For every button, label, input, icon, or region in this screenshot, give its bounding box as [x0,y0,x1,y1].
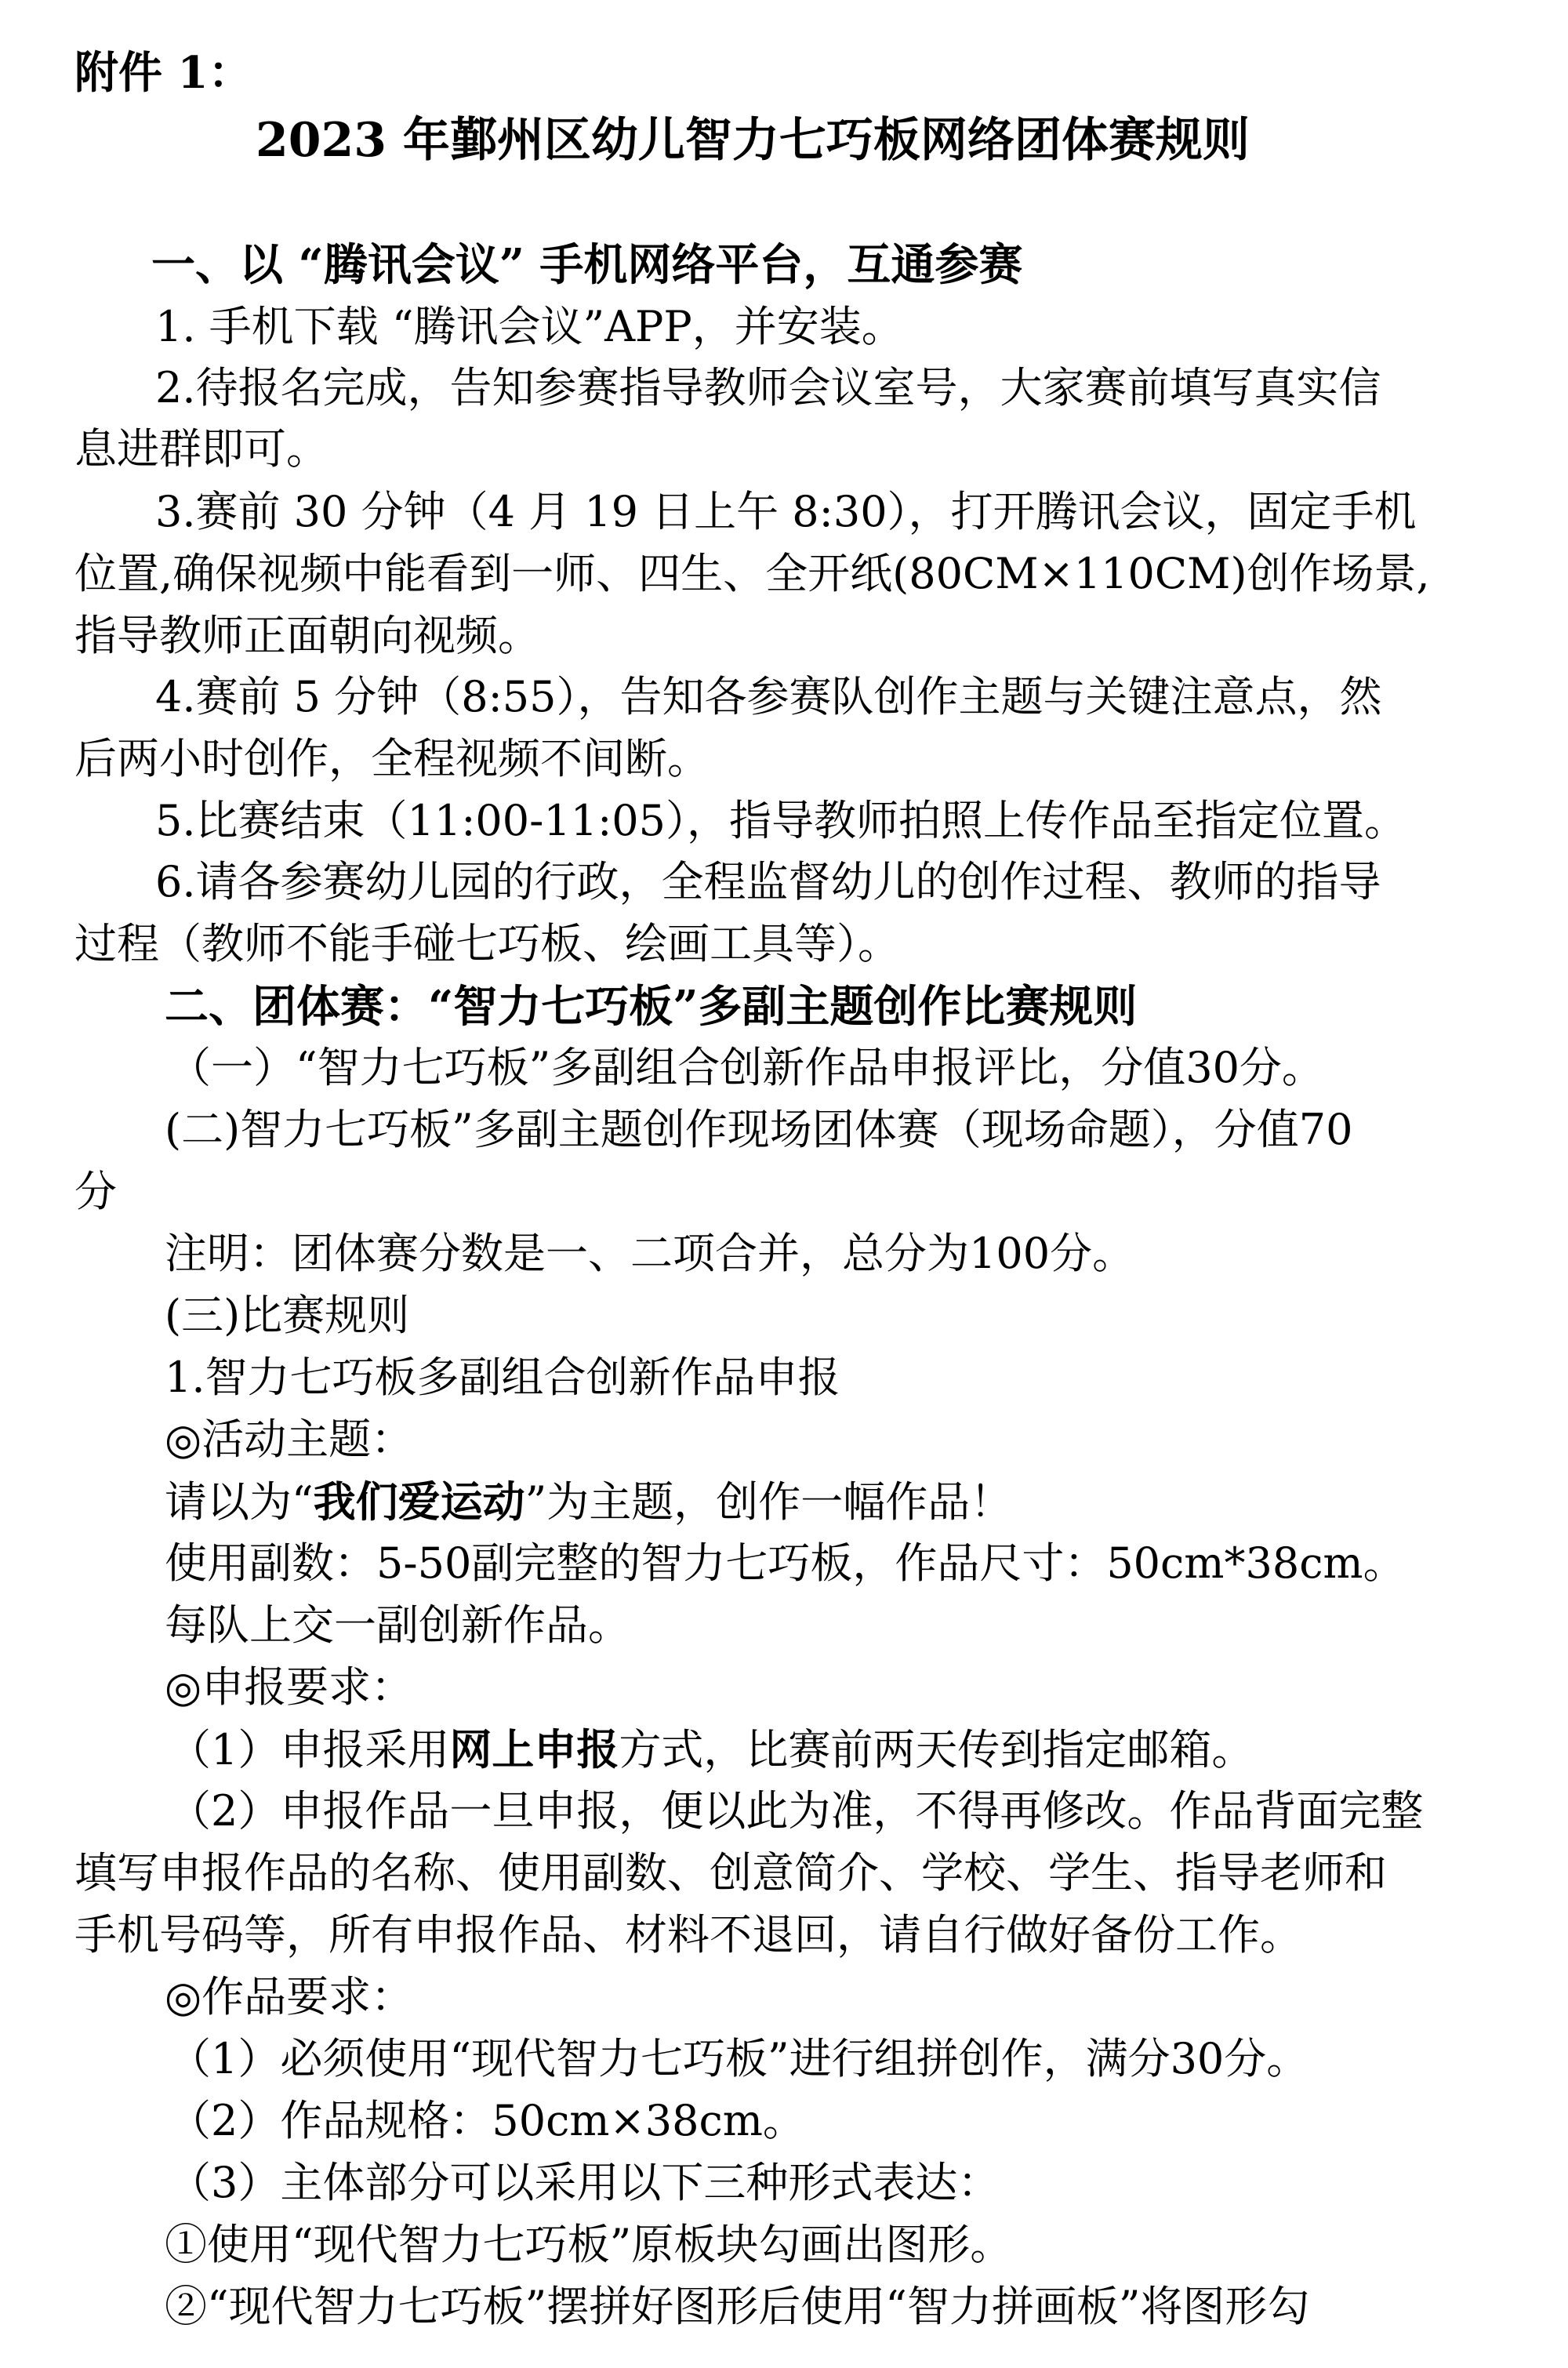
rule-heading: 1.智力七巧板多副组合创新作品申报 [165,1353,840,1402]
section1-item: 3.赛前 30 分钟（4 月 19 日上午 8:30），打开腾讯会议，固定手机 [155,487,1417,536]
section1-item: 息进群即可。 [74,424,328,474]
section2-item: （一）“智力七巧板”多副组合创新作品申报评比，分值30分。 [169,1043,1324,1092]
requirement-2: 手机号码等，所有申报作品、材料不退回，请自行做好备份工作。 [74,1910,1302,1959]
section1-item: 4.赛前 5 分钟（8:55），告知各参赛队创作主题与关键注意点，然 [155,672,1382,721]
theme-line [165,1476,1012,1528]
section1-item: 后两小时创作，全程视频不间断。 [74,734,710,783]
req1-pre: （1）申报采用 [169,1725,450,1774]
requirement-2: （2）申报作品一旦申报，便以此为准，不得再修改。作品背面完整 [169,1786,1424,1836]
section1-item: 指导教师正面朝向视频。 [74,611,540,660]
section2-item: 分 [74,1167,117,1216]
section1-item: 位置,确保视频中能看到一师、四生、全开纸(80CM×110CM)创作场景, [74,549,1430,598]
theme-pre: 请以为“ [165,1477,314,1527]
section1-heading: 一、以 “腾讯会议” 手机网络平台，互通参赛 [151,239,1023,291]
section2-note: 注明：团体赛分数是一、二项合并，总分为100分。 [165,1229,1135,1278]
work-requirement: （1）必须使用“现代智力七巧板”进行组拼创作，满分30分。 [169,2034,1309,2083]
requirement-1 [169,1724,1254,1776]
work-requirements-label: ◎作品要求： [165,1972,414,2021]
req1-post: 方式，比赛前两天传到指定邮箱。 [619,1725,1254,1774]
requirement-2: 填写申报作品的名称、使用副数、创意简介、学校、学生、指导老师和 [74,1848,1387,1898]
attachment-label: 附件 1： [74,47,252,99]
theme-bold: 我们爱运动 [313,1476,525,1527]
section2-heading: 二、团体赛：“智力七巧板”多副主题创作比赛规则 [165,981,1138,1033]
requirements-label: ◎申报要求： [165,1662,414,1712]
section1-item: 过程（教师不能手碰七巧板、绘画工具等）。 [74,919,900,968]
submit-one-line: 每队上交一副创新作品。 [165,1600,630,1650]
section2-item: (二)智力七巧板”多副主题创作现场团体赛（现场命题），分值70 [165,1105,1353,1154]
page-title: 2023 年鄞州区幼儿智力七巧板网络团体赛规则 [256,113,1250,168]
section1-item: 6.请各参赛幼儿园的行政，全程监督幼儿的创作过程、教师的指导 [155,857,1381,906]
work-requirement: （2）作品规格：50cm×38cm。 [169,2096,805,2145]
form-option: ①使用“现代智力七巧板”原板块勾画出图形。 [165,2220,1013,2269]
form-option: ②“现代智力七巧板”摆拼好图形后使用“智力拼画板”将图形勾 [165,2282,1310,2331]
req1-bold: 网上申报 [449,1724,619,1774]
section1-item: 5.比赛结束（11:00-11:05），指导教师拍照上传作品至指定位置。 [155,796,1407,845]
theme-post: ”为主题，创作一幅作品！ [524,1477,1013,1527]
theme-label: ◎活动主题： [165,1415,414,1464]
work-requirement: （3）主体部分可以采用以下三种形式表达： [169,2158,1000,2207]
usage-line: 使用副数：5-50副完整的智力七巧板，作品尺寸：50cm*38cm。 [165,1538,1406,1588]
section2-item: (三)比赛规则 [165,1291,410,1340]
section1-item: 1. 手机下载 “腾讯会议”APP，并安装。 [155,302,904,351]
section1-item: 2.待报名完成，告知参赛指导教师会议室号，大家赛前填写真实信 [155,363,1381,412]
